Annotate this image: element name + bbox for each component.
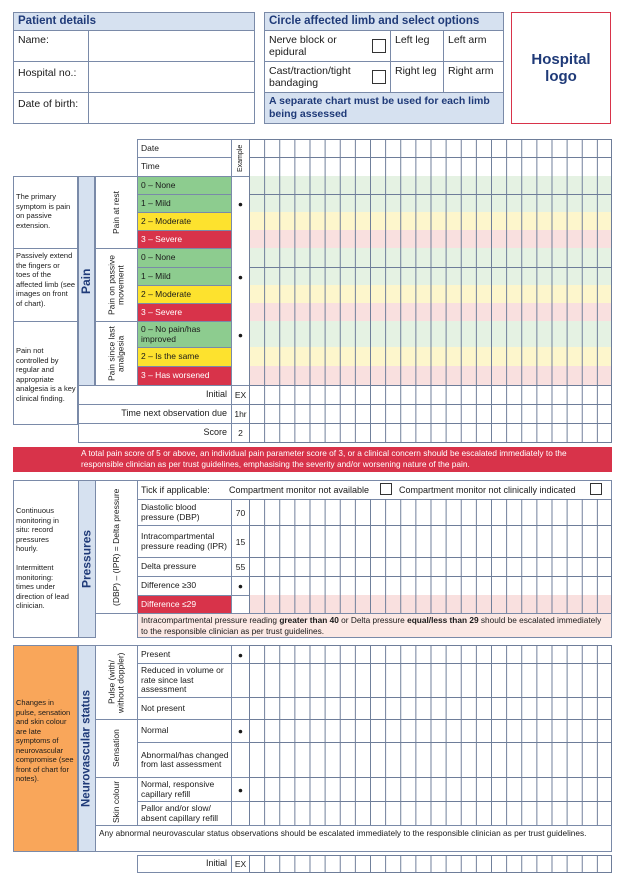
pain-at-rest-label: Pain at rest [95, 176, 138, 249]
pain-initial-example: EX [231, 385, 250, 405]
example-dot-since: ● [237, 329, 244, 340]
since-worse: 3 – Has worsened [137, 366, 232, 386]
diff-30-label: Difference ≥30 [137, 576, 232, 596]
delta-grid[interactable] [249, 557, 612, 577]
passive-moderate: 2 – Moderate [137, 285, 232, 304]
skin-normal: Normal, responsive capillary refill [137, 777, 232, 802]
pressures-section-title: Pressures [79, 529, 94, 589]
pain-grid-since-red[interactable] [249, 366, 612, 386]
right-arm-option[interactable]: Right arm [443, 61, 504, 93]
nerve-block-label: Nerve block or epidural [264, 30, 391, 62]
pain-initial-grid[interactable] [249, 385, 612, 405]
pain-note-primary: The primary symptom is pain on passive extension. [16, 192, 71, 230]
pulse-present: Present [137, 645, 232, 664]
score-label: Score [78, 423, 232, 443]
pain-passive-label: Pain on passive movement [95, 248, 138, 322]
passive-none: 0 – None [137, 248, 232, 268]
example-dot-passive: ● [237, 271, 244, 282]
skin-normal-example: ● [231, 777, 250, 802]
pain-initial-label: Initial [78, 385, 232, 405]
pain-escalation-warning: A total pain score of 5 or above, an individual pain parameter score of 3, or a clinical concern should be escalated immediately to the responsible clinician as per trust guidelines, emphasising the severity and/or worsening nature of the pain. [81, 448, 567, 469]
sensation-normal-grid[interactable] [249, 719, 612, 743]
sensation-normal: Normal [137, 719, 232, 743]
pulse-not-present-grid[interactable] [249, 697, 612, 720]
time-label: Time [137, 157, 232, 177]
diff-29-label: Difference ≤29 [137, 595, 232, 614]
sensation-label: Sensation [95, 719, 138, 778]
monitor-not-indicated-checkbox[interactable] [590, 483, 602, 495]
skin-normal-grid[interactable] [249, 777, 612, 802]
sensation-normal-example: ● [231, 719, 250, 743]
ipr-grid[interactable] [249, 525, 612, 558]
cast-checkbox[interactable] [372, 70, 386, 84]
next-obs-grid[interactable] [249, 404, 612, 424]
diff-29-grid[interactable] [249, 595, 612, 614]
rest-none: 0 – None [137, 176, 232, 195]
nerve-block-checkbox[interactable] [372, 39, 386, 53]
limb-title: Circle affected limb and select options [264, 12, 504, 31]
diff-30-example: ● [231, 576, 250, 596]
neuro-initial-grid[interactable] [249, 855, 612, 873]
name-field[interactable] [88, 30, 255, 62]
pulse-reduced-grid[interactable] [249, 663, 612, 698]
skin-pallor: Pallor and/or slow/ absent capillary refill [137, 801, 232, 826]
rest-mild: 1 – Mild [137, 194, 232, 213]
tick-label: Tick if applicable: [141, 485, 210, 495]
dob-field[interactable] [88, 92, 255, 124]
since-same: 2 – Is the same [137, 347, 232, 367]
ipr-label: Intracompartmental pressure reading (IPR) [137, 525, 232, 558]
sensation-abnormal: Abnormal/has changed from last assessment [137, 742, 232, 778]
hospital-no-label: Hospital no.: [13, 61, 89, 93]
passive-severe: 3 – Severe [137, 303, 232, 322]
pain-grid-since-green[interactable] [249, 321, 612, 348]
skin-label: Skin colour [95, 777, 138, 826]
monitor-not-indicated-label: Compartment monitor not clinically indicated [399, 485, 576, 495]
pulse-present-example: ● [231, 645, 250, 664]
neuro-initial-label: Initial [137, 855, 232, 873]
pain-grid-passive-yellow[interactable] [249, 285, 612, 304]
next-obs-example: 1hr [231, 404, 250, 424]
separate-chart-note: A separate chart must be used for each limb being assessed [264, 92, 504, 124]
pain-grid-passive-red[interactable] [249, 303, 612, 322]
monitor-not-available-checkbox[interactable] [380, 483, 392, 495]
rest-moderate: 2 – Moderate [137, 212, 232, 231]
pain-grid-rest-red[interactable] [249, 230, 612, 249]
dbp-grid[interactable] [249, 499, 612, 526]
ipr-example: 15 [231, 525, 250, 558]
date-label: Date [137, 139, 232, 158]
pain-note-passive: Passively extend the fingers or toes of the affected limb (see images on front of chart). [16, 251, 76, 308]
dbp-label: Diastolic blood pressure (DBP) [137, 499, 232, 526]
pressures-note-intermittent: Intermittent monitoring: times under direction of lead clinician. [16, 563, 69, 610]
passive-mild: 1 – Mild [137, 267, 232, 286]
delta-example: 55 [231, 557, 250, 577]
pressures-note-continuous: Continuous monitoring in situ: record pressures hourly. [16, 506, 59, 553]
delta-pressure-formula: (DBP) – (IPR) = Delta pressure [95, 480, 138, 614]
pulse-reduced: Reduced in volume or rate since last assessment [137, 663, 232, 698]
since-no-pain: 0 – No pain/has improved [137, 321, 232, 348]
left-leg-option[interactable]: Left leg [390, 30, 444, 62]
dbp-example: 70 [231, 499, 250, 526]
diff-30-grid[interactable] [249, 576, 612, 596]
rest-severe: 3 – Severe [137, 230, 232, 249]
neuro-section-title: Neurovascular status [80, 690, 93, 807]
sensation-abnormal-grid[interactable] [249, 742, 612, 778]
delta-label: Delta pressure [137, 557, 232, 577]
hospital-logo: Hospital logo [511, 12, 611, 124]
name-label: Name: [13, 30, 89, 62]
pulse-not-present: Not present [137, 697, 232, 720]
pain-grid-rest-yellow[interactable] [249, 212, 612, 231]
next-obs-label: Time next observation due [78, 404, 232, 424]
cast-label: Cast/traction/tight bandaging [264, 61, 391, 93]
example-dot-rest: ● [237, 198, 244, 209]
score-example: 2 [231, 423, 250, 443]
neuro-escalation-note: Any abnormal neurovascular status observations should be escalated immediately to the responsible clinician as per trust guidelines. [95, 825, 612, 852]
left-arm-option[interactable]: Left arm [443, 30, 504, 62]
pain-note-analgesia: Pain not controlled by regular and appropriate analgesia is a key clinical finding. [16, 346, 76, 403]
pain-section-title: Pain [79, 268, 93, 294]
skin-pallor-grid[interactable] [249, 801, 612, 826]
pain-since-label: Pain since last analgesia [95, 321, 138, 386]
neuro-initial-example: EX [231, 855, 250, 873]
pulse-present-grid[interactable] [249, 645, 612, 664]
neuro-note: Changes in pulse, sensation and skin colour are late symptoms of neurovascular compromise (see front of chart for notes). [16, 698, 74, 783]
patient-details-title: Patient details [13, 12, 255, 31]
pressure-escalation-note: Intracompartmental pressure reading greater than 40 or Delta pressure equal/less than 29 should be escalated immediately to the responsible clinician as per trust guidelines. [137, 613, 612, 638]
date-time-grid[interactable] [249, 139, 612, 177]
example-column-header: Example [231, 139, 250, 177]
dob-label: Date of birth: [13, 92, 89, 124]
score-grid[interactable] [249, 423, 612, 443]
right-leg-option[interactable]: Right leg [390, 61, 444, 93]
hospital-no-field[interactable] [88, 61, 255, 93]
monitor-not-available-label: Compartment monitor not available [229, 485, 370, 495]
pain-grid-since-yellow[interactable] [249, 347, 612, 367]
pulse-label: Pulse (with/ without doppler) [95, 645, 138, 720]
